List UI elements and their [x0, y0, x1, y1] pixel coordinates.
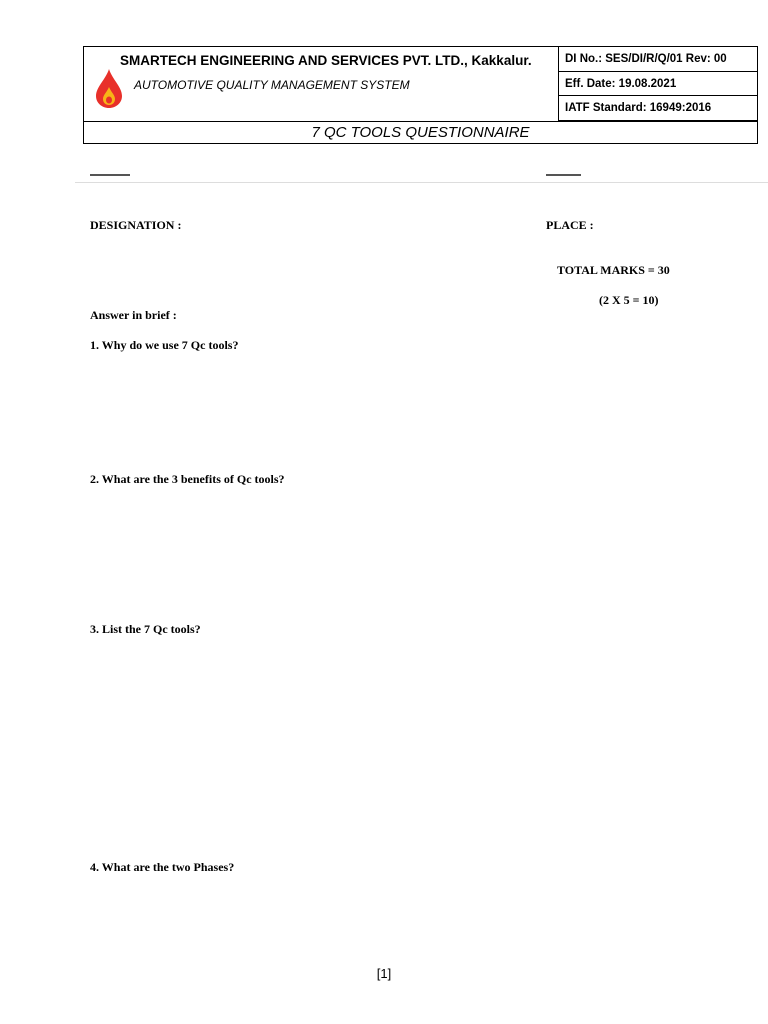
page-number: [1]	[376, 966, 392, 981]
system-name: AUTOMOTIVE QUALITY MANAGEMENT SYSTEM	[134, 78, 410, 92]
total-marks: TOTAL MARKS = 30	[557, 263, 670, 277]
question-1: 1. Why do we use 7 Qc tools?	[90, 338, 239, 352]
designation-label: DESIGNATION :	[90, 218, 182, 232]
company-name: SMARTECH ENGINEERING AND SERVICES PVT. LTD., Kakkalur.	[120, 53, 532, 68]
question-3: 3. List the 7 Qc tools?	[90, 622, 201, 636]
flame-drop-logo	[94, 67, 124, 109]
question-4: 4. What are the two Phases?	[90, 860, 235, 874]
cropped-line-fragment	[75, 172, 768, 184]
question-2: 2. What are the 3 benefits of Qc tools?	[90, 472, 285, 486]
company-block	[84, 47, 559, 121]
doc-info-block	[559, 47, 757, 121]
document-title: 7 QC TOOLS QUESTIONNAIRE	[84, 121, 757, 143]
instruction-text: Answer in brief :	[90, 308, 177, 322]
iatf-standard: IATF Standard: 16949:2016	[559, 96, 757, 121]
document-header	[83, 46, 758, 144]
effective-date: Eff. Date: 19.08.2021	[559, 72, 757, 97]
doc-number: DI No.: SES/DI/R/Q/01 Rev: 00	[559, 47, 757, 72]
place-label: PLACE :	[546, 218, 594, 232]
marks-breakdown: (2 X 5 = 10)	[599, 293, 659, 307]
